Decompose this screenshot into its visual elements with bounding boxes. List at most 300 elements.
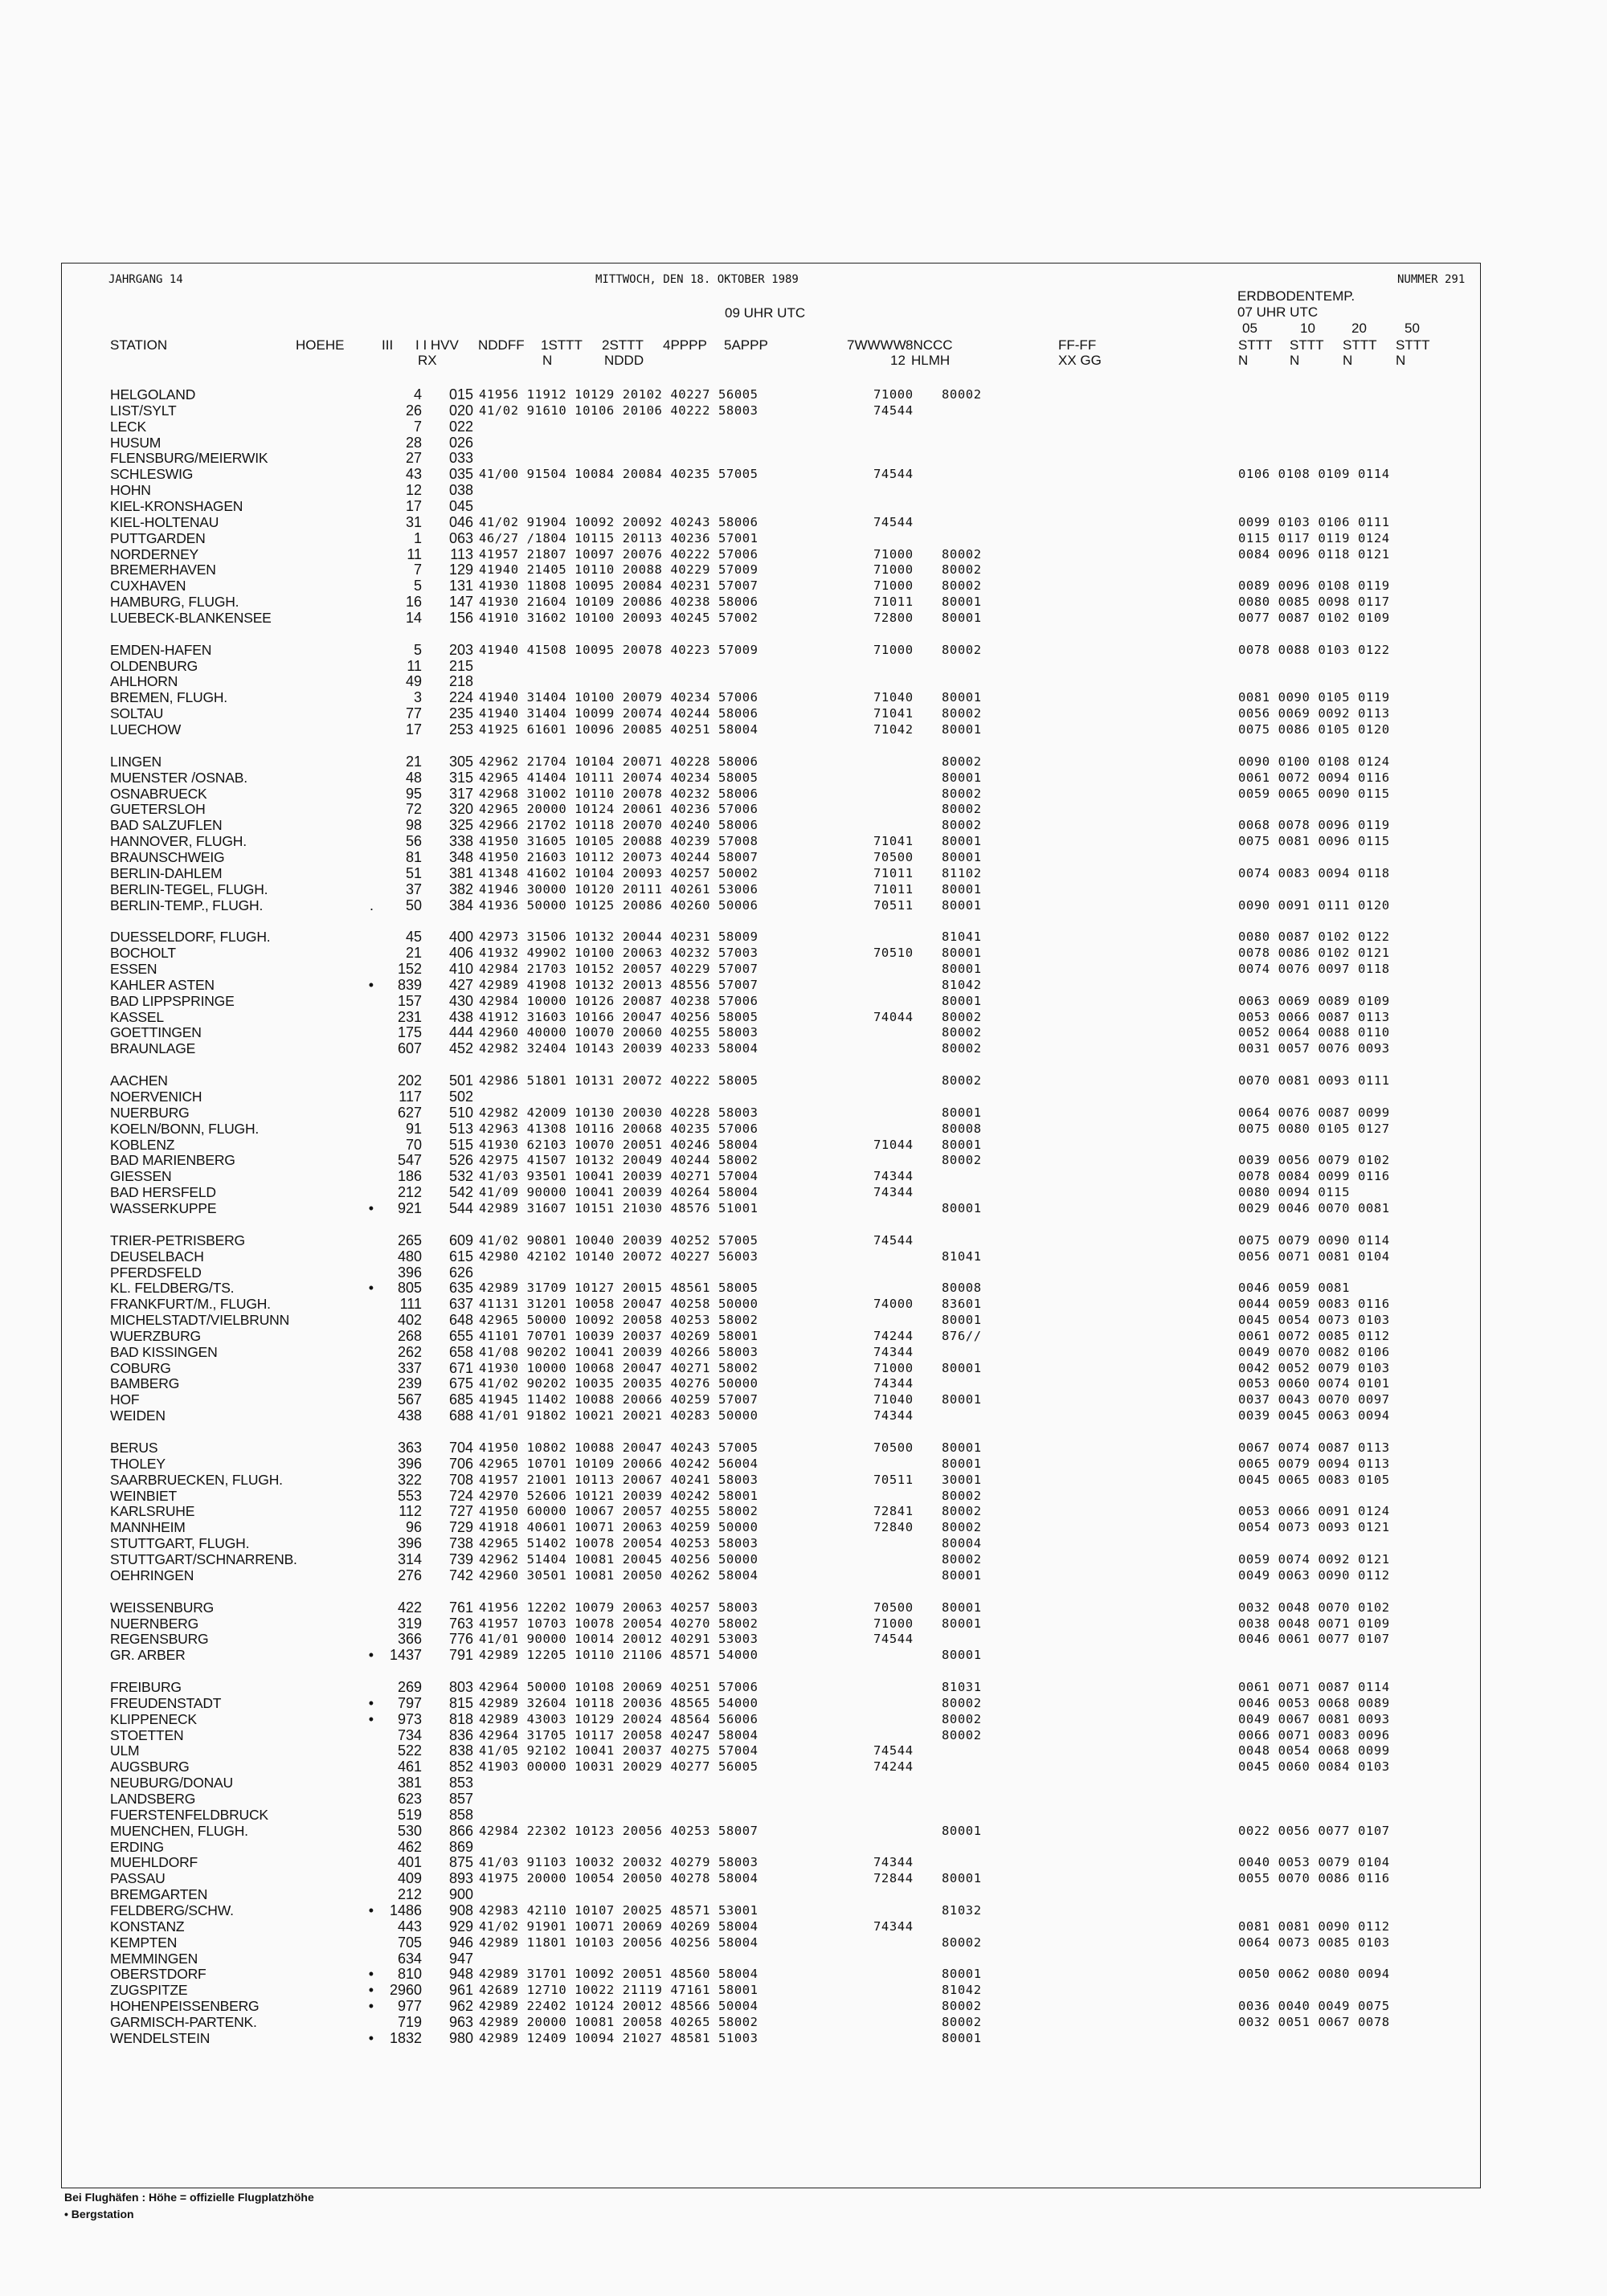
weather-group: 71040: [873, 1392, 914, 1407]
station-height: 11: [407, 657, 422, 674]
table-row: [62, 1982, 1480, 1998]
table-row: [62, 466, 1480, 482]
station-name: BRAUNSCHWEIG: [110, 848, 225, 865]
synop-groups: 42966 21702 10118 20070 40240 58006: [479, 818, 759, 833]
soil-temperatures: 0081 0081 0090 0112: [1238, 1918, 1390, 1934]
table-row: [62, 1759, 1480, 1775]
cloud-group: 80002: [942, 546, 982, 562]
synop-groups: 41936 50000 10125 20086 40260 50006: [479, 897, 759, 913]
cloud-group: 80001: [942, 946, 982, 961]
station-height: 805: [397, 1280, 422, 1297]
station-name: GOETTINGEN: [110, 1024, 202, 1041]
soil-temperatures: 0075 0080 0105 0127: [1238, 1121, 1390, 1136]
table-row: [62, 1807, 1480, 1823]
station-index: 035: [448, 466, 473, 483]
soil-temperatures: 0039 0056 0079 0102: [1238, 1153, 1390, 1168]
cloud-group: 80002: [942, 1695, 982, 1710]
weather-group: 74544: [873, 1232, 914, 1248]
station-name: AHLHORN: [110, 673, 178, 690]
station-index: 515: [448, 1136, 473, 1153]
cloud-group: 80001: [942, 1648, 982, 1663]
station-height: 810: [397, 1966, 422, 1983]
station-index: 348: [448, 848, 473, 865]
station-index: 033: [448, 450, 473, 467]
soil-temperatures: 0059 0065 0090 0115: [1238, 786, 1390, 801]
table-row: [62, 1727, 1480, 1743]
station-index: 444: [448, 1024, 473, 1041]
soil-temperatures: 0078 0084 0099 0116: [1238, 1169, 1390, 1184]
soil-temperatures: 0054 0073 0093 0121: [1238, 1520, 1390, 1535]
station-height: 2960: [389, 1982, 422, 1999]
weather-group: 70500: [873, 849, 914, 864]
synop-groups: 41946 30000 10120 20111 40261 53006: [479, 881, 759, 897]
weather-group: 72800: [873, 610, 914, 625]
cloud-group: 80001: [942, 1616, 982, 1631]
mountain-marker: •: [368, 1694, 374, 1711]
table-row: [62, 1742, 1480, 1759]
weather-group: 70500: [873, 1599, 914, 1615]
soil-depth-05: 05: [1242, 321, 1257, 336]
station-name: GARMISCH-PARTENK.: [110, 2013, 257, 2030]
table-row: [62, 530, 1480, 546]
weather-group: 74344: [873, 1918, 914, 1934]
synop-groups: 42984 22302 10123 20056 40253 58007: [479, 1823, 759, 1838]
station-height: 202: [397, 1072, 422, 1089]
synop-groups: 42989 11801 10103 20056 40256 58004: [479, 1934, 759, 1950]
col-group2: NDDFF: [478, 337, 525, 353]
soil-temperatures: 0053 0066 0087 0113: [1238, 1009, 1390, 1024]
synop-groups: 42975 41507 10132 20049 40244 58002: [479, 1153, 759, 1168]
station-name: BAMBERG: [110, 1375, 180, 1392]
mountain-marker: .: [369, 897, 374, 913]
weather-group: 74344: [873, 1169, 914, 1184]
mountain-marker: •: [368, 976, 374, 993]
station-name: WENDELSTEIN: [110, 2029, 211, 2046]
station-height: 26: [405, 402, 422, 419]
synop-groups: 41925 61601 10096 20085 40251 58004: [479, 722, 759, 737]
station-name: REGENSBURG: [110, 1631, 209, 1648]
weather-group: 74544: [873, 514, 914, 529]
station-index: 893: [448, 1870, 473, 1887]
table-row: [62, 1647, 1480, 1663]
observation-time: 09 UHR UTC: [725, 305, 806, 321]
station-index: 948: [448, 1966, 473, 1983]
synop-groups: 41930 62103 10070 20051 40246 58004: [479, 1137, 759, 1152]
station-name: OBERSTDORF: [110, 1966, 206, 1983]
station-height: 623: [397, 1791, 422, 1807]
soil-temperatures: 0074 0083 0094 0118: [1238, 865, 1390, 880]
synop-groups: 41101 70701 10039 20037 40269 58001: [479, 1328, 759, 1343]
synop-groups: 41/02 91610 10106 20106 40222 58003: [479, 402, 759, 418]
soil-temperatures: 0106 0108 0109 0114: [1238, 467, 1390, 482]
station-name: WEINBIET: [110, 1487, 177, 1504]
station-name: LIST/SYLT: [110, 402, 177, 419]
table-row: [62, 1503, 1480, 1519]
cloud-group: 80002: [942, 706, 982, 721]
station-index: 763: [448, 1615, 473, 1632]
synop-groups: 41/05 92102 10041 20037 40275 57004: [479, 1743, 759, 1759]
station-height: 77: [405, 705, 422, 722]
cloud-group: 80001: [942, 1567, 982, 1583]
station-index: 729: [448, 1519, 473, 1536]
station-index: 430: [448, 992, 473, 1009]
cloud-group: 80002: [942, 1520, 982, 1535]
station-name: KEMPTEN: [110, 1934, 178, 1951]
station-height: 5: [413, 578, 422, 594]
cloud-group: 80001: [942, 2030, 982, 2045]
table-row: [62, 1679, 1480, 1695]
synop-groups: 42965 20000 10124 20061 40236 57006: [479, 802, 759, 817]
weather-group: 70511: [873, 1472, 914, 1487]
weather-group: 74544: [873, 467, 914, 482]
soil-temperatures: 0066 0071 0083 0096: [1238, 1727, 1390, 1742]
station-name: HOHN: [110, 482, 151, 499]
station-height: 480: [397, 1248, 422, 1264]
station-height: 438: [397, 1407, 422, 1424]
soil-temperatures: 0064 0073 0085 0103: [1238, 1934, 1390, 1950]
station-name: FRANKFURT/M., FLUGH.: [110, 1296, 271, 1313]
table-row: [62, 1839, 1480, 1855]
soil-temperatures: 0080 0094 0115: [1238, 1185, 1351, 1200]
station-height: 319: [397, 1615, 422, 1632]
station-index: 635: [448, 1280, 473, 1297]
cloud-group: 80001: [942, 770, 982, 785]
mountain-marker: •: [368, 2029, 374, 2046]
station-index: 526: [448, 1152, 473, 1169]
synop-groups: 42960 40000 10070 20060 40255 58003: [479, 1025, 759, 1040]
station-height: 921: [397, 1199, 422, 1216]
soil-temperatures: 0038 0048 0071 0109: [1238, 1616, 1390, 1631]
soil-temperatures: 0068 0078 0096 0119: [1238, 818, 1390, 833]
station-height: 12: [405, 482, 422, 499]
table-row: [62, 1551, 1480, 1567]
station-height: 56: [405, 833, 422, 850]
station-height: 112: [399, 1503, 422, 1520]
cloud-group: 80002: [942, 562, 982, 578]
soil-temperatures: 0048 0054 0068 0099: [1238, 1743, 1390, 1759]
table-row: [62, 977, 1480, 993]
synop-groups: 42989 22402 10124 20012 48566 50004: [479, 1999, 759, 2014]
soil-temperatures: 0078 0088 0103 0122: [1238, 642, 1390, 657]
table-row: [62, 386, 1480, 402]
table-row: [62, 705, 1480, 721]
soil-temperatures: 0050 0062 0080 0094: [1238, 1967, 1390, 1982]
cloud-group: 81042: [942, 977, 982, 992]
station-height: 396: [397, 1455, 422, 1472]
station-index: 513: [448, 1120, 473, 1137]
footnote-mountain-station: • Bergstation: [64, 2208, 134, 2220]
station-height: 322: [397, 1471, 422, 1488]
station-name: GUETERSLOH: [110, 801, 206, 818]
soil-temperatures: 0090 0091 0111 0120: [1238, 897, 1390, 913]
soil-temperatures: 0053 0066 0091 0124: [1238, 1504, 1390, 1519]
table-row: [62, 1391, 1480, 1407]
synop-groups: 41/09 90000 10041 20039 40264 58004: [479, 1185, 759, 1200]
col-group4: 2STTT: [602, 337, 644, 353]
table-row: [62, 578, 1480, 594]
station-index: 325: [448, 817, 473, 834]
soil-temperatures: 0115 0117 0119 0124: [1238, 530, 1390, 545]
station-height: 276: [397, 1567, 422, 1583]
station-name: BAD SALZUFLEN: [110, 817, 223, 834]
station-index: 836: [448, 1726, 473, 1743]
station-name: NUERNBERG: [110, 1615, 199, 1632]
station-height: 401: [397, 1854, 422, 1871]
soil-temperatures: 0031 0057 0076 0093: [1238, 1041, 1390, 1056]
soil-temp-time: 07 UHR UTC: [1237, 304, 1319, 320]
synop-groups: 42982 42009 10130 20030 40228 58003: [479, 1105, 759, 1120]
synop-groups: 42964 50000 10108 20069 40251 57006: [479, 1680, 759, 1695]
station-height: 973: [397, 1710, 422, 1727]
synop-groups: 41940 31404 10100 20079 40234 57006: [479, 690, 759, 705]
col-soil-05: STTT: [1238, 337, 1273, 353]
synop-groups: 41957 21807 10097 20076 40222 57006: [479, 546, 759, 562]
station-height: 11: [407, 545, 422, 562]
station-height: 28: [405, 434, 422, 451]
table-row: [62, 546, 1480, 562]
col-soil-20-sub: N: [1343, 353, 1353, 368]
station-index: 708: [448, 1471, 473, 1488]
station-index: 853: [448, 1775, 473, 1791]
station-name: STUTTGART/SCHNARRENB.: [110, 1550, 297, 1567]
cloud-group: 80001: [942, 690, 982, 705]
table-row: [62, 1105, 1480, 1121]
soil-temperatures: 0029 0046 0070 0081: [1238, 1200, 1390, 1215]
station-height: 462: [397, 1838, 422, 1855]
weather-group: 71000: [873, 387, 914, 402]
station-height: 461: [397, 1759, 422, 1775]
station-name: OLDENBURG: [110, 657, 198, 674]
weather-group: 74244: [873, 1328, 914, 1343]
col-gusts: FF-FF: [1058, 337, 1097, 353]
table-row: [62, 673, 1480, 689]
synop-groups: 42973 31506 10132 20044 40231 58009: [479, 929, 759, 945]
station-height: 530: [397, 1822, 422, 1839]
table-row: [62, 993, 1480, 1009]
table-row: [62, 610, 1480, 626]
weather-group: 71000: [873, 546, 914, 562]
station-height: 45: [405, 929, 422, 946]
station-name: HAMBURG, FLUGH.: [110, 594, 239, 611]
cloud-group: 30001: [942, 1472, 982, 1487]
station-height: 43: [405, 466, 422, 483]
station-height: 37: [405, 880, 422, 897]
table-row: [62, 1775, 1480, 1791]
station-height: 239: [397, 1375, 422, 1392]
station-name: FREUDENSTADT: [110, 1694, 222, 1711]
synop-groups: 42989 41908 10132 20013 48556 57007: [479, 977, 759, 992]
station-height: 366: [397, 1631, 422, 1648]
cloud-group: 80001: [942, 1360, 982, 1375]
table-row: [62, 786, 1480, 802]
station-name: PASSAU: [110, 1870, 166, 1887]
station-index: 908: [448, 1902, 473, 1918]
station-height: 98: [405, 817, 422, 834]
station-name: HOF: [110, 1391, 140, 1408]
station-name: STOETTEN: [110, 1726, 184, 1743]
station-height: 7: [413, 562, 422, 578]
col-group5: 4PPPP: [663, 337, 707, 353]
station-height: 396: [397, 1535, 422, 1552]
synop-groups: 42965 50000 10092 20058 40253 58002: [479, 1313, 759, 1328]
synop-groups: 41932 49902 10100 20063 40232 57003: [479, 946, 759, 961]
soil-temperatures: 0064 0076 0087 0099: [1238, 1105, 1390, 1120]
station-name: OSNABRUECK: [110, 785, 207, 802]
station-height: 402: [397, 1312, 422, 1329]
station-height: 5: [413, 641, 422, 658]
station-index: 203: [448, 641, 473, 658]
station-height: 522: [397, 1742, 422, 1759]
mountain-marker: •: [368, 1966, 374, 1983]
soil-temperatures: 0039 0045 0063 0094: [1238, 1408, 1390, 1424]
station-index: 742: [448, 1567, 473, 1583]
cloud-group: 80001: [942, 849, 982, 864]
station-height: 553: [397, 1487, 422, 1504]
station-height: 72: [405, 801, 422, 818]
synop-groups: 42962 51404 10081 20045 40256 50000: [479, 1551, 759, 1567]
col-soil-05-sub: N: [1238, 353, 1249, 368]
synop-groups: 42965 41404 10111 20074 40234 58005: [479, 770, 759, 785]
station-name: KONSTANZ: [110, 1918, 185, 1934]
station-table: [62, 264, 1480, 2188]
volume-label: JAHRGANG 14: [108, 273, 183, 286]
station-height: 51: [405, 864, 422, 881]
table-row: [62, 865, 1480, 881]
station-height: 314: [397, 1550, 422, 1567]
soil-temperatures: 0080 0085 0098 0117: [1238, 594, 1390, 610]
synop-groups: 42989 31701 10092 20051 48560 58004: [479, 1967, 759, 1982]
synop-groups: 41/08 90202 10041 20039 40266 58003: [479, 1344, 759, 1359]
station-name: KIEL-HOLTENAU: [110, 513, 219, 530]
synop-groups: 41950 60000 10067 20057 40255 58002: [479, 1504, 759, 1519]
soil-temperatures: 0040 0053 0079 0104: [1238, 1855, 1390, 1870]
cloud-group: 80002: [942, 578, 982, 594]
synop-groups: 42989 12409 10094 21027 48581 51003: [479, 2030, 759, 2045]
cloud-group: 80001: [942, 993, 982, 1008]
cloud-group: 80001: [942, 594, 982, 610]
soil-temperatures: 0077 0087 0102 0109: [1238, 610, 1390, 625]
table-row: [62, 1089, 1480, 1105]
station-name: TRIER-PETRISBERG: [110, 1232, 245, 1248]
station-name: STUTTGART, FLUGH.: [110, 1535, 250, 1552]
weather-report-sheet: [61, 263, 1481, 2188]
col-weather: 7WWWW: [847, 337, 906, 353]
weather-group: 72840: [873, 1520, 914, 1535]
soil-temperatures: 0059 0074 0092 0121: [1238, 1551, 1390, 1567]
station-index: 858: [448, 1806, 473, 1823]
station-name: KARLSRUHE: [110, 1503, 195, 1520]
table-row: [62, 1567, 1480, 1583]
table-row: [62, 1296, 1480, 1312]
station-height: 70: [405, 1136, 422, 1153]
station-height: 17: [405, 721, 422, 737]
cloud-group: 83601: [942, 1297, 982, 1312]
synop-groups: 41956 12202 10079 20063 40257 58003: [479, 1599, 759, 1615]
synop-groups: 41975 20000 10054 20050 40278 58004: [479, 1871, 759, 1886]
station-index: 501: [448, 1072, 473, 1089]
cloud-group: 80001: [942, 1871, 982, 1886]
table-row: [62, 562, 1480, 578]
synop-groups: 41910 31602 10100 20093 40245 57002: [479, 610, 759, 625]
table-row: [62, 1344, 1480, 1360]
station-name: KAHLER ASTEN: [110, 976, 215, 993]
table-row: [62, 1918, 1480, 1934]
station-height: 268: [397, 1327, 422, 1344]
station-height: 111: [399, 1296, 422, 1313]
station-index: 427: [448, 976, 473, 993]
table-row: [62, 1024, 1480, 1040]
station-height: 31: [405, 513, 422, 530]
soil-temperatures: 0075 0086 0105 0120: [1238, 722, 1390, 737]
synop-groups: 41/01 91802 10021 20021 40283 50000: [479, 1408, 759, 1424]
station-height: 396: [397, 1264, 422, 1281]
table-row: [62, 1360, 1480, 1376]
weather-group: 71000: [873, 1360, 914, 1375]
table-row: [62, 1200, 1480, 1216]
station-index: 382: [448, 880, 473, 897]
station-height: 91: [405, 1120, 422, 1137]
station-index: 724: [448, 1487, 473, 1504]
soil-temperatures: 0046 0053 0068 0089: [1238, 1695, 1390, 1710]
station-name: CUXHAVEN: [110, 578, 186, 594]
soil-temperatures: 0061 0072 0094 0116: [1238, 770, 1390, 785]
col-group1: I I HVV: [415, 337, 459, 353]
cloud-group: 80002: [942, 1488, 982, 1503]
soil-temperatures: 0049 0070 0082 0106: [1238, 1344, 1390, 1359]
cloud-group: 80002: [942, 1073, 982, 1089]
table-row: [62, 1440, 1480, 1456]
table-row: [62, 1599, 1480, 1616]
weather-group: 74544: [873, 1632, 914, 1647]
soil-temperatures: 0044 0059 0083 0116: [1238, 1297, 1390, 1312]
synop-groups: 41903 00000 10031 20029 40277 56005: [479, 1759, 759, 1775]
station-index: 637: [448, 1296, 473, 1313]
station-height: 443: [397, 1918, 422, 1934]
table-row: [62, 1519, 1480, 1535]
table-row: [62, 658, 1480, 674]
station-name: LANDSBERG: [110, 1791, 196, 1807]
cloud-group: 80002: [942, 1727, 982, 1742]
cloud-group: 80001: [942, 1105, 982, 1120]
cloud-group: 80001: [942, 610, 982, 625]
mountain-marker: •: [368, 1710, 374, 1727]
synop-groups: 41/02 90801 10040 20039 40252 57005: [479, 1232, 759, 1248]
soil-temperatures: 0022 0056 0077 0107: [1238, 1823, 1390, 1838]
footnote-airports: Bei Flughäfen : Höhe = offizielle Flugplatzhöhe: [64, 2191, 314, 2204]
station-index: 215: [448, 657, 473, 674]
cloud-group: 80001: [942, 962, 982, 977]
station-index: 510: [448, 1104, 473, 1121]
table-row: [62, 1121, 1480, 1137]
station-index: 452: [448, 1040, 473, 1057]
station-name: SAARBRUECKEN, FLUGH.: [110, 1471, 283, 1488]
station-height: 547: [397, 1152, 422, 1169]
soil-temperatures: 0052 0064 0088 0110: [1238, 1025, 1390, 1040]
col-index: III: [382, 337, 394, 353]
weather-group: 71011: [873, 865, 914, 880]
weather-group: 71000: [873, 642, 914, 657]
table-row: [62, 881, 1480, 897]
station-index: 020: [448, 402, 473, 419]
synop-groups: 42989 20000 10081 20058 40265 58002: [479, 2014, 759, 2029]
table-row: [62, 1040, 1480, 1056]
station-name: WEISSENBURG: [110, 1599, 215, 1616]
table-row: [62, 1312, 1480, 1328]
station-name: MUENCHEN, FLUGH.: [110, 1822, 248, 1839]
mountain-marker: •: [368, 1199, 374, 1216]
table-row: [62, 1695, 1480, 1711]
synop-groups: 42989 43003 10129 20024 48564 56006: [479, 1711, 759, 1726]
